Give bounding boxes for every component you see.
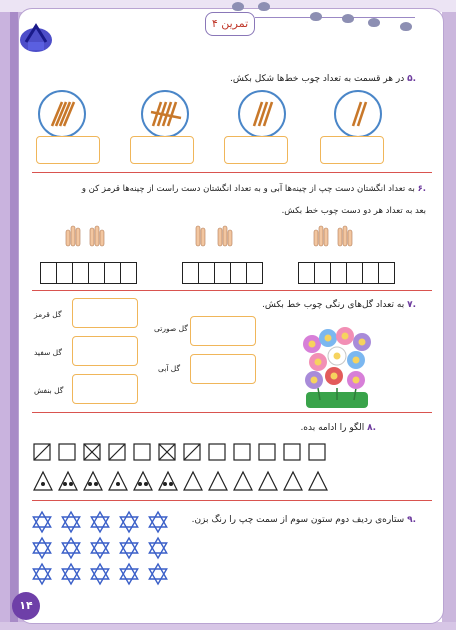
tally-marks-icon (143, 92, 187, 136)
answer-box-pink[interactable] (190, 316, 256, 346)
label-red-flower: گل قرمز (34, 310, 62, 319)
question-8-text: الگو را ادامه بده. (300, 423, 365, 433)
question-8 (300, 423, 376, 433)
book-logo-icon (18, 16, 54, 56)
question-5 (230, 74, 416, 84)
label-pink-flower: گل صورتی (154, 324, 188, 333)
tally-circle (141, 90, 189, 138)
bird-icon (258, 2, 270, 11)
bird-icon (368, 18, 380, 27)
section-divider (32, 500, 432, 501)
hands-icon (310, 222, 358, 252)
answer-cells[interactable] (298, 262, 394, 284)
question-5-text: در هر قسمت به تعداد چوب خط‌ها شکل بکش. (230, 74, 405, 84)
lesson-label: تمرین ۴ (205, 12, 255, 36)
answer-box[interactable] (224, 136, 288, 164)
answer-cells[interactable] (182, 262, 262, 284)
question-9-number: .۹ (407, 515, 416, 525)
answer-box-blue[interactable] (190, 354, 256, 384)
tally-marks-icon (240, 92, 284, 136)
question-7-number: .۷ (407, 300, 416, 310)
question-6-text-line2: بعد به تعداد هر دو دست چوب خط بکش. (281, 206, 426, 216)
header-line (255, 17, 415, 18)
flower-bouquet-illustration (298, 318, 376, 410)
question-7-text: به تعداد گل‌های رنگی چوب خط بکش. (262, 300, 405, 310)
page-number: ۱۴ (12, 592, 40, 620)
question-7 (262, 300, 416, 310)
bird-icon (232, 2, 244, 11)
label-blue-flower: گل آبی (158, 364, 181, 373)
tally-marks-icon (40, 92, 84, 136)
star-grid[interactable] (30, 508, 180, 592)
bird-icon (342, 14, 354, 23)
tally-circle (334, 90, 382, 138)
answer-box[interactable] (130, 136, 194, 164)
question-6-number: .۶ (417, 184, 426, 194)
answer-box-violet[interactable] (72, 374, 138, 404)
hands-icon (190, 222, 238, 252)
bird-icon (400, 22, 412, 31)
tally-marks-icon (336, 92, 380, 136)
tally-circle (38, 90, 86, 138)
answer-box-red[interactable] (72, 298, 138, 328)
hands-icon (62, 222, 110, 252)
question-6-text-line1: به تعداد انگشتان دست چپ از چینه‌ها آبی و به تعداد انگشتان دست راست از چینه‌ها قرمز کن و (81, 184, 415, 194)
label-white-flower: گل سفید (34, 348, 62, 357)
section-divider (32, 290, 432, 291)
bird-icon (310, 12, 322, 21)
left-border-stripe (10, 0, 18, 630)
answer-box[interactable] (36, 136, 100, 164)
question-9-text: ستاره‌ی ردیف دوم ستون سوم از سمت چپ را رنگ بزن. (191, 515, 405, 525)
question-6 (82, 184, 426, 194)
question-8-number: .۸ (367, 423, 376, 433)
answer-box-white[interactable] (72, 336, 138, 366)
question-9 (192, 515, 416, 525)
answer-box[interactable] (320, 136, 384, 164)
pattern-sequence (32, 440, 332, 494)
right-border (442, 0, 456, 630)
section-divider (32, 412, 432, 413)
section-divider (32, 172, 432, 173)
answer-cells[interactable] (40, 262, 136, 284)
label-violet-flower: گل بنفش (34, 386, 64, 395)
tally-circle (238, 90, 286, 138)
question-5-number: .۵ (407, 74, 416, 84)
